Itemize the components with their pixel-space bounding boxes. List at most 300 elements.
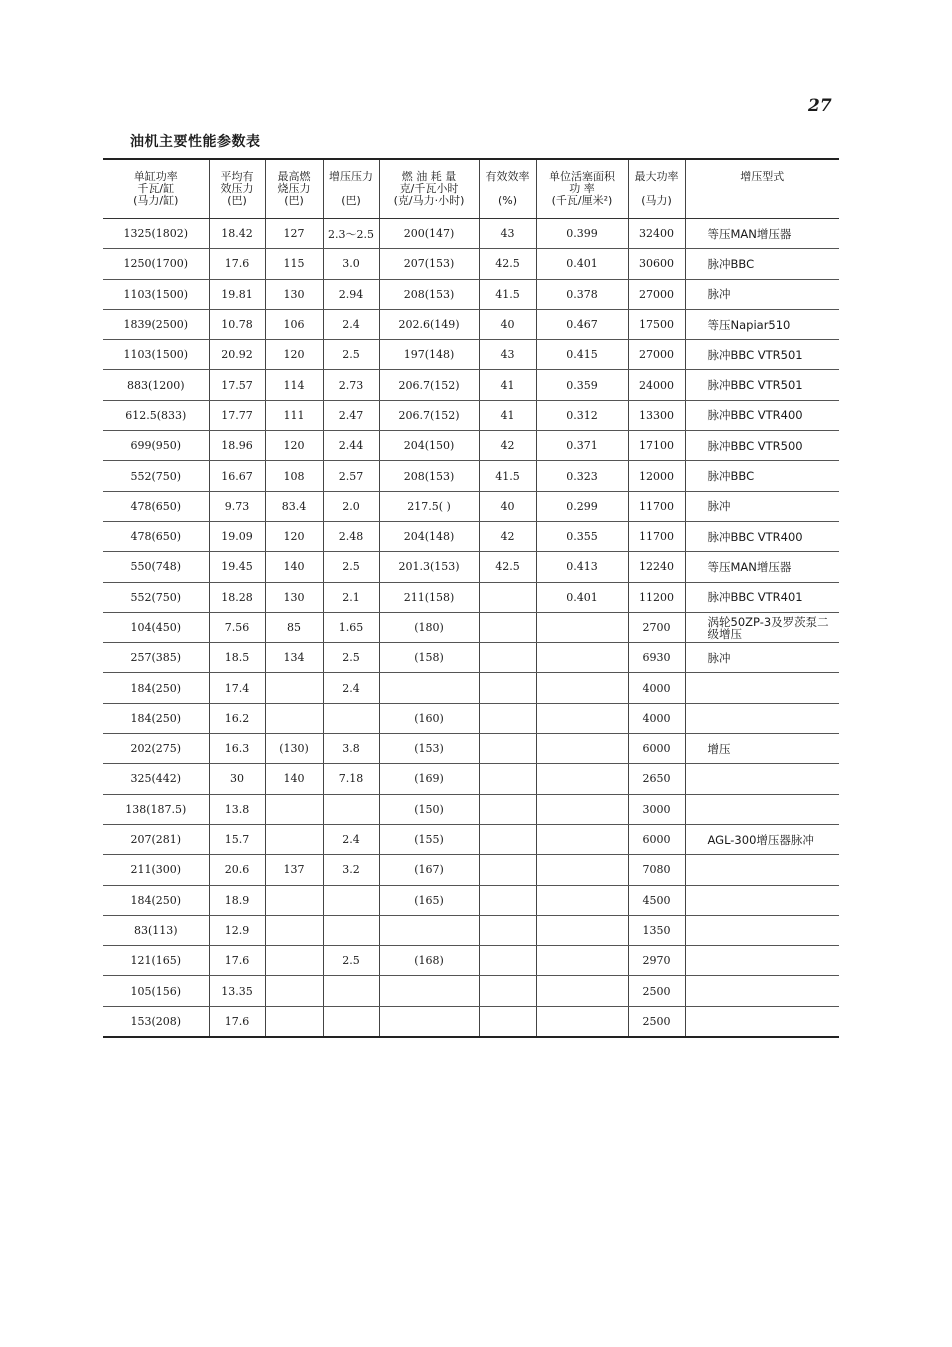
cell-boost-pressure: 3.8 [323,734,379,764]
table-title: 油机主要性能参数表 [130,134,261,150]
cell-effective-efficiency [479,946,536,976]
cell-unit-power: 699(950) [103,431,209,461]
table-row [103,612,839,642]
cell-mean-effective-pressure: 17.6 [209,249,265,279]
cell-effective-efficiency: 43 [479,219,536,249]
cell-effective-efficiency [479,824,536,854]
cell-mean-effective-pressure: 19.09 [209,521,265,551]
cell-mean-effective-pressure: 20.92 [209,340,265,370]
cell-unit-power: 552(750) [103,582,209,612]
cell-fuel-consumption: 208(153) [379,279,479,309]
cell-max-power: 12000 [628,461,685,491]
cell-unit-piston-power [536,1006,628,1037]
cell-max-power: 27000 [628,340,685,370]
cell-supercharging-type [685,764,839,794]
cell-fuel-consumption: (165) [379,885,479,915]
cell-supercharging-type [685,976,839,1006]
cell-boost-pressure: 2.4 [323,824,379,854]
cell-supercharging-type: AGL-300增压器脉冲 [685,824,839,854]
cell-max-power: 17500 [628,309,685,339]
cell-max-combustion-pressure: 130 [265,582,323,612]
cell-fuel-consumption [379,1006,479,1037]
cell-unit-piston-power [536,612,628,642]
cell-unit-piston-power: 0.467 [536,309,628,339]
cell-max-power: 17100 [628,431,685,461]
cell-unit-piston-power: 0.415 [536,340,628,370]
cell-unit-piston-power: 0.399 [536,219,628,249]
cell-max-combustion-pressure [265,673,323,703]
cell-fuel-consumption: 200(147) [379,219,479,249]
cell-supercharging-type [685,946,839,976]
cell-max-combustion-pressure [265,946,323,976]
cell-fuel-consumption: 197(148) [379,340,479,370]
cell-max-power: 3000 [628,794,685,824]
cell-max-combustion-pressure: 85 [265,612,323,642]
cell-boost-pressure: 2.1 [323,582,379,612]
cell-fuel-consumption [379,976,479,1006]
table-row [103,885,839,915]
cell-mean-effective-pressure: 13.35 [209,976,265,1006]
cell-fuel-consumption: (180) [379,612,479,642]
cell-mean-effective-pressure: 17.57 [209,370,265,400]
header-max-combustion-pressure [265,159,323,219]
cell-unit-piston-power: 0.312 [536,400,628,430]
cell-boost-pressure [323,915,379,945]
table-row [103,279,839,309]
cell-max-power: 7080 [628,855,685,885]
cell-unit-power: 207(281) [103,824,209,854]
cell-max-power: 11200 [628,582,685,612]
cell-effective-efficiency [479,582,536,612]
table-row [103,764,839,794]
cell-unit-piston-power: 0.355 [536,521,628,551]
cell-mean-effective-pressure: 19.45 [209,552,265,582]
cell-fuel-consumption: (153) [379,734,479,764]
cell-max-combustion-pressure [265,885,323,915]
cell-unit-power: 138(187.5) [103,794,209,824]
cell-effective-efficiency [479,794,536,824]
cell-unit-piston-power [536,946,628,976]
cell-supercharging-type [685,703,839,733]
cell-max-power: 24000 [628,370,685,400]
cell-mean-effective-pressure: 15.7 [209,824,265,854]
cell-mean-effective-pressure: 18.96 [209,431,265,461]
cell-max-combustion-pressure [265,1006,323,1037]
cell-boost-pressure: 2.73 [323,370,379,400]
cell-mean-effective-pressure: 7.56 [209,612,265,642]
cell-max-power: 12240 [628,552,685,582]
cell-max-power: 6000 [628,824,685,854]
table-row [103,1006,839,1037]
cell-unit-power: 552(750) [103,461,209,491]
cell-max-power: 2700 [628,612,685,642]
cell-effective-efficiency: 40 [479,309,536,339]
cell-unit-piston-power: 0.401 [536,249,628,279]
cell-effective-efficiency: 40 [479,491,536,521]
cell-unit-piston-power [536,915,628,945]
cell-max-combustion-pressure: 140 [265,764,323,794]
cell-mean-effective-pressure: 18.5 [209,643,265,673]
table-row [103,703,839,733]
cell-unit-piston-power [536,673,628,703]
cell-boost-pressure: 2.94 [323,279,379,309]
header-mean-effective-pressure [209,159,265,219]
cell-boost-pressure: 7.18 [323,764,379,794]
table-row [103,370,839,400]
cell-boost-pressure: 2.5 [323,340,379,370]
cell-supercharging-type: 脉冲BBC VTR500 [685,431,839,461]
cell-effective-efficiency: 42.5 [479,552,536,582]
cell-unit-power: 184(250) [103,703,209,733]
cell-unit-piston-power [536,764,628,794]
cell-supercharging-type [685,915,839,945]
header-line: 平均有 [220,170,254,183]
cell-unit-piston-power: 0.299 [536,491,628,521]
cell-max-combustion-pressure: 120 [265,431,323,461]
cell-supercharging-type: 涡轮50ZP-3及罗茨泵二级增压 [685,612,839,642]
header-line: 增压压力 [329,170,373,183]
cell-unit-power: 1325(1802) [103,219,209,249]
cell-fuel-consumption: 206.7(152) [379,370,479,400]
cell-max-power: 2500 [628,976,685,1006]
cell-effective-efficiency [479,764,536,794]
cell-fuel-consumption: 208(153) [379,461,479,491]
cell-max-power: 4000 [628,703,685,733]
cell-fuel-consumption: 204(148) [379,521,479,551]
cell-effective-efficiency [479,703,536,733]
cell-unit-power: 184(250) [103,673,209,703]
cell-unit-piston-power [536,643,628,673]
cell-boost-pressure: 2.57 [323,461,379,491]
table-row [103,491,839,521]
cell-max-power: 6000 [628,734,685,764]
cell-supercharging-type: 脉冲 [685,643,839,673]
cell-mean-effective-pressure: 9.73 [209,491,265,521]
header-row [103,159,839,219]
cell-supercharging-type: 脉冲BBC VTR501 [685,370,839,400]
cell-supercharging-type: 脉冲BBC [685,249,839,279]
cell-max-combustion-pressure: 120 [265,340,323,370]
cell-max-combustion-pressure: 115 [265,249,323,279]
table-row [103,734,839,764]
table-row [103,855,839,885]
cell-effective-efficiency: 41 [479,400,536,430]
header-line: (巴) [341,194,361,207]
cell-unit-piston-power [536,703,628,733]
header-max-power [628,159,685,219]
cell-max-combustion-pressure: 111 [265,400,323,430]
cell-effective-efficiency: 43 [479,340,536,370]
table-row [103,915,839,945]
cell-effective-efficiency: 42.5 [479,249,536,279]
cell-supercharging-type: 脉冲BBC VTR501 [685,340,839,370]
cell-supercharging-type: 等压Napiar510 [685,309,839,339]
cell-supercharging-type [685,794,839,824]
cell-fuel-consumption: 206.7(152) [379,400,479,430]
cell-supercharging-type [685,855,839,885]
header-line: 功 率 [569,182,595,195]
cell-boost-pressure: 2.4 [323,309,379,339]
cell-fuel-consumption: (158) [379,643,479,673]
cell-unit-piston-power [536,885,628,915]
cell-fuel-consumption: (155) [379,824,479,854]
cell-mean-effective-pressure: 17.6 [209,1006,265,1037]
cell-unit-power: 121(165) [103,946,209,976]
cell-max-combustion-pressure [265,794,323,824]
cell-mean-effective-pressure: 18.42 [209,219,265,249]
cell-max-combustion-pressure: 108 [265,461,323,491]
header-line: (巴) [284,194,304,207]
cell-unit-piston-power: 0.378 [536,279,628,309]
cell-fuel-consumption: 217.5( ) [379,491,479,521]
cell-unit-piston-power [536,794,628,824]
cell-boost-pressure: 2.0 [323,491,379,521]
cell-effective-efficiency [479,855,536,885]
cell-mean-effective-pressure: 17.77 [209,400,265,430]
cell-unit-power: 1839(2500) [103,309,209,339]
cell-unit-power: 1250(1700) [103,249,209,279]
cell-unit-piston-power [536,824,628,854]
cell-boost-pressure: 2.48 [323,521,379,551]
cell-effective-efficiency [479,915,536,945]
cell-effective-efficiency [479,612,536,642]
cell-mean-effective-pressure: 16.2 [209,703,265,733]
cell-unit-piston-power [536,734,628,764]
header-fuel-consumption [379,159,479,219]
cell-mean-effective-pressure: 17.4 [209,673,265,703]
cell-mean-effective-pressure: 16.3 [209,734,265,764]
cell-max-combustion-pressure: (130) [265,734,323,764]
cell-fuel-consumption: 202.6(149) [379,309,479,339]
cell-boost-pressure: 2.44 [323,431,379,461]
cell-supercharging-type: 脉冲BBC VTR401 [685,582,839,612]
table-row [103,643,839,673]
cell-unit-power: 883(1200) [103,370,209,400]
cell-unit-power: 550(748) [103,552,209,582]
cell-max-power: 6930 [628,643,685,673]
cell-effective-efficiency [479,976,536,1006]
cell-max-combustion-pressure: 134 [265,643,323,673]
parameters-table [103,158,839,1038]
cell-effective-efficiency [479,1006,536,1037]
cell-effective-efficiency [479,885,536,915]
cell-effective-efficiency [479,734,536,764]
table-row [103,824,839,854]
table-row [103,582,839,612]
header-line: (千瓦/厘米²) [551,194,613,207]
cell-unit-power: 104(450) [103,612,209,642]
cell-boost-pressure: 1.65 [323,612,379,642]
cell-unit-power: 83(113) [103,915,209,945]
cell-max-combustion-pressure: 127 [265,219,323,249]
cell-unit-piston-power: 0.371 [536,431,628,461]
cell-boost-pressure: 2.3～2.5 [323,219,379,249]
cell-unit-piston-power: 0.359 [536,370,628,400]
cell-fuel-consumption: 207(153) [379,249,479,279]
cell-max-combustion-pressure [265,824,323,854]
cell-max-combustion-pressure: 83.4 [265,491,323,521]
cell-supercharging-type [685,885,839,915]
cell-boost-pressure: 3.0 [323,249,379,279]
table-row [103,946,839,976]
cell-max-combustion-pressure [265,915,323,945]
cell-unit-power: 257(385) [103,643,209,673]
cell-boost-pressure: 2.4 [323,673,379,703]
header-line: 效压力 [220,182,254,195]
table-row [103,794,839,824]
header-line: 最大功率 [634,170,679,183]
cell-fuel-consumption: (150) [379,794,479,824]
header-line: 最高燃 [277,170,311,183]
header-unit-piston-power [536,159,628,219]
cell-max-combustion-pressure [265,976,323,1006]
cell-unit-power: 478(650) [103,521,209,551]
table-row [103,976,839,1006]
cell-unit-piston-power [536,855,628,885]
cell-max-power: 32400 [628,219,685,249]
cell-boost-pressure: 2.5 [323,946,379,976]
cell-unit-piston-power: 0.413 [536,552,628,582]
cell-unit-power: 1103(1500) [103,279,209,309]
cell-fuel-consumption: (167) [379,855,479,885]
cell-supercharging-type: 等压MAN增压器 [685,552,839,582]
cell-max-power: 27000 [628,279,685,309]
table-row [103,219,839,249]
cell-unit-power: 153(208) [103,1006,209,1037]
cell-max-power: 11700 [628,491,685,521]
cell-boost-pressure [323,1006,379,1037]
cell-max-combustion-pressure: 106 [265,309,323,339]
cell-unit-power: 184(250) [103,885,209,915]
header-line: 燃 油 耗 量 [401,170,457,183]
header-line: (马力/缸) [133,194,179,207]
cell-fuel-consumption: (160) [379,703,479,733]
cell-max-combustion-pressure: 120 [265,521,323,551]
header-line: 增压型式 [740,170,785,183]
cell-mean-effective-pressure: 12.9 [209,915,265,945]
header-line: 千瓦/缸 [137,182,175,195]
cell-effective-efficiency [479,643,536,673]
cell-effective-efficiency: 41.5 [479,461,536,491]
cell-supercharging-type: 脉冲 [685,279,839,309]
cell-max-combustion-pressure: 140 [265,552,323,582]
cell-max-power: 2500 [628,1006,685,1037]
page-number: 27 [808,96,832,116]
cell-max-power: 13300 [628,400,685,430]
cell-max-combustion-pressure: 114 [265,370,323,400]
cell-mean-effective-pressure: 30 [209,764,265,794]
cell-fuel-consumption: 204(150) [379,431,479,461]
cell-unit-piston-power [536,976,628,1006]
cell-boost-pressure [323,976,379,1006]
table-row [103,400,839,430]
cell-fuel-consumption: 211(158) [379,582,479,612]
cell-max-power: 1350 [628,915,685,945]
cell-max-combustion-pressure: 130 [265,279,323,309]
cell-boost-pressure: 2.5 [323,643,379,673]
cell-fuel-consumption: (169) [379,764,479,794]
cell-supercharging-type: 脉冲 [685,491,839,521]
cell-mean-effective-pressure: 18.28 [209,582,265,612]
cell-mean-effective-pressure: 13.8 [209,794,265,824]
header-line: (%) [497,194,518,207]
cell-unit-piston-power: 0.401 [536,582,628,612]
cell-mean-effective-pressure: 17.6 [209,946,265,976]
cell-mean-effective-pressure: 20.6 [209,855,265,885]
table-row [103,309,839,339]
cell-supercharging-type: 脉冲BBC [685,461,839,491]
header-line: 单位活塞面积 [549,170,615,183]
table-row [103,521,839,551]
cell-unit-power: 478(650) [103,491,209,521]
cell-max-power: 2650 [628,764,685,794]
cell-mean-effective-pressure: 18.9 [209,885,265,915]
cell-boost-pressure: 2.47 [323,400,379,430]
cell-boost-pressure [323,703,379,733]
header-line: (巴) [227,194,247,207]
cell-supercharging-type: 脉冲BBC VTR400 [685,400,839,430]
table-body [103,219,839,1038]
cell-max-power: 11700 [628,521,685,551]
header-unit-power [103,159,209,219]
table-row [103,673,839,703]
cell-unit-power: 612.5(833) [103,400,209,430]
cell-supercharging-type [685,673,839,703]
cell-unit-power: 202(275) [103,734,209,764]
cell-max-power: 4500 [628,885,685,915]
cell-unit-piston-power: 0.323 [536,461,628,491]
cell-boost-pressure: 2.5 [323,552,379,582]
cell-max-combustion-pressure: 137 [265,855,323,885]
cell-boost-pressure [323,885,379,915]
cell-fuel-consumption: 201.3(153) [379,552,479,582]
cell-fuel-consumption [379,915,479,945]
cell-max-power: 4000 [628,673,685,703]
cell-unit-power: 325(442) [103,764,209,794]
header-line: (克/马力·小时) [393,194,465,207]
cell-supercharging-type: 增压 [685,734,839,764]
table-row [103,431,839,461]
header-line [688,195,838,207]
cell-mean-effective-pressure: 16.67 [209,461,265,491]
header-supercharging-type [685,159,839,219]
cell-unit-power: 105(156) [103,976,209,1006]
cell-max-combustion-pressure [265,703,323,733]
cell-mean-effective-pressure: 19.81 [209,279,265,309]
header-effective-efficiency [479,159,536,219]
cell-max-power: 30600 [628,249,685,279]
cell-unit-power: 211(300) [103,855,209,885]
cell-effective-efficiency [479,673,536,703]
header-boost-pressure [323,159,379,219]
cell-unit-power: 1103(1500) [103,340,209,370]
cell-max-power: 2970 [628,946,685,976]
cell-boost-pressure [323,794,379,824]
header-line: 烧压力 [277,182,311,195]
cell-effective-efficiency: 41.5 [479,279,536,309]
table-row [103,249,839,279]
cell-effective-efficiency: 41 [479,370,536,400]
cell-fuel-consumption: (168) [379,946,479,976]
cell-fuel-consumption [379,673,479,703]
table-row [103,552,839,582]
cell-supercharging-type [685,1006,839,1037]
table-row [103,340,839,370]
cell-effective-efficiency: 42 [479,521,536,551]
cell-supercharging-type: 等压MAN增压器 [685,219,839,249]
cell-boost-pressure: 3.2 [323,855,379,885]
table-row [103,461,839,491]
